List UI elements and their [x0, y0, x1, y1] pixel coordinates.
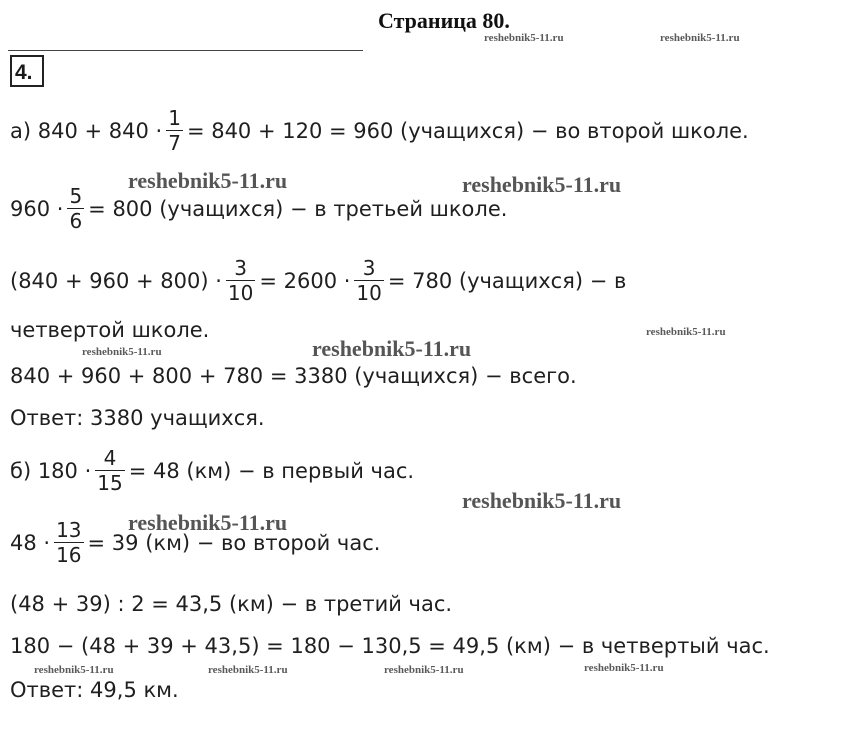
expr-text: = 39 (км) − во второй час. — [87, 530, 381, 555]
watermark: reshebnik5-11.ru — [462, 172, 622, 197]
watermark: reshebnik5-11.ru — [128, 168, 288, 193]
numerator: 4 — [103, 446, 117, 470]
denominator: 15 — [97, 471, 123, 495]
expr-text: = 840 + 120 = 960 (учащихся) − во второй школе. — [186, 118, 749, 143]
expr-text: а) 840 + 840 · — [10, 118, 163, 143]
solution-line-a1 — [10, 106, 749, 155]
denominator: 7 — [168, 131, 181, 155]
expr-text: = 48 (км) − в первый час. — [128, 458, 415, 483]
expr-text: = 800 (учащихся) − в третьей школе. — [88, 196, 508, 221]
answer-b: Ответ: 49,5 км. — [10, 678, 179, 702]
expr-text: 48 · — [10, 530, 51, 555]
watermark: reshebnik5-11.ru — [384, 664, 464, 676]
watermark: reshebnik5-11.ru — [128, 510, 288, 535]
fraction — [226, 256, 255, 305]
watermark: reshebnik5-11.ru — [660, 32, 740, 44]
watermark: reshebnik5-11.ru — [34, 664, 114, 676]
expr-text: = 780 (учащихся) − в — [387, 268, 627, 293]
fraction — [354, 256, 383, 305]
solution-line-b4: 180 − (48 + 39 + 43,5) = 180 − 130,5 = 49,5 (км) − в четвертый час. — [10, 634, 770, 658]
solution-line-b1 — [10, 446, 414, 495]
solution-line-a3 — [10, 256, 626, 305]
expr-text: 960 · — [10, 196, 64, 221]
fraction — [95, 446, 124, 495]
denominator: 16 — [56, 543, 82, 567]
fraction — [67, 184, 84, 233]
watermark: reshebnik5-11.ru — [646, 326, 726, 338]
solution-line-a2 — [10, 184, 507, 233]
numerator: 3 — [234, 256, 247, 280]
task-number: 4. — [10, 55, 44, 87]
watermark: reshebnik5-11.ru — [82, 346, 162, 358]
fraction — [54, 518, 83, 567]
watermark: reshebnik5-11.ru — [312, 336, 472, 361]
expr-text: (840 + 960 + 800) · — [10, 268, 222, 293]
fraction — [166, 106, 183, 155]
denominator: 10 — [356, 281, 382, 305]
denominator: 6 — [69, 209, 83, 233]
watermark: reshebnik5-11.ru — [584, 662, 664, 674]
numerator: 5 — [69, 184, 83, 208]
watermark: reshebnik5-11.ru — [462, 488, 622, 513]
solution-line-a5: 840 + 960 + 800 + 780 = 3380 (учащихся) − всего. — [10, 364, 577, 388]
watermark: reshebnik5-11.ru — [208, 664, 288, 676]
solution-line-a4: четвертой школе. — [10, 318, 210, 342]
answer-a: Ответ: 3380 учащихся. — [10, 406, 265, 430]
watermark: reshebnik5-11.ru — [484, 32, 564, 44]
numerator: 3 — [362, 256, 376, 280]
solution-line-b2 — [10, 518, 380, 567]
numerator: 1 — [168, 106, 181, 130]
expr-text: б) 180 · — [10, 458, 92, 483]
numerator: 13 — [56, 518, 82, 542]
divider-line — [8, 50, 363, 51]
denominator: 10 — [227, 281, 254, 305]
expr-text: = 2600 · — [259, 268, 351, 293]
solution-line-b3: (48 + 39) : 2 = 43,5 (км) − в третий час. — [10, 592, 453, 616]
page-title: Страница 80. — [378, 8, 510, 33]
